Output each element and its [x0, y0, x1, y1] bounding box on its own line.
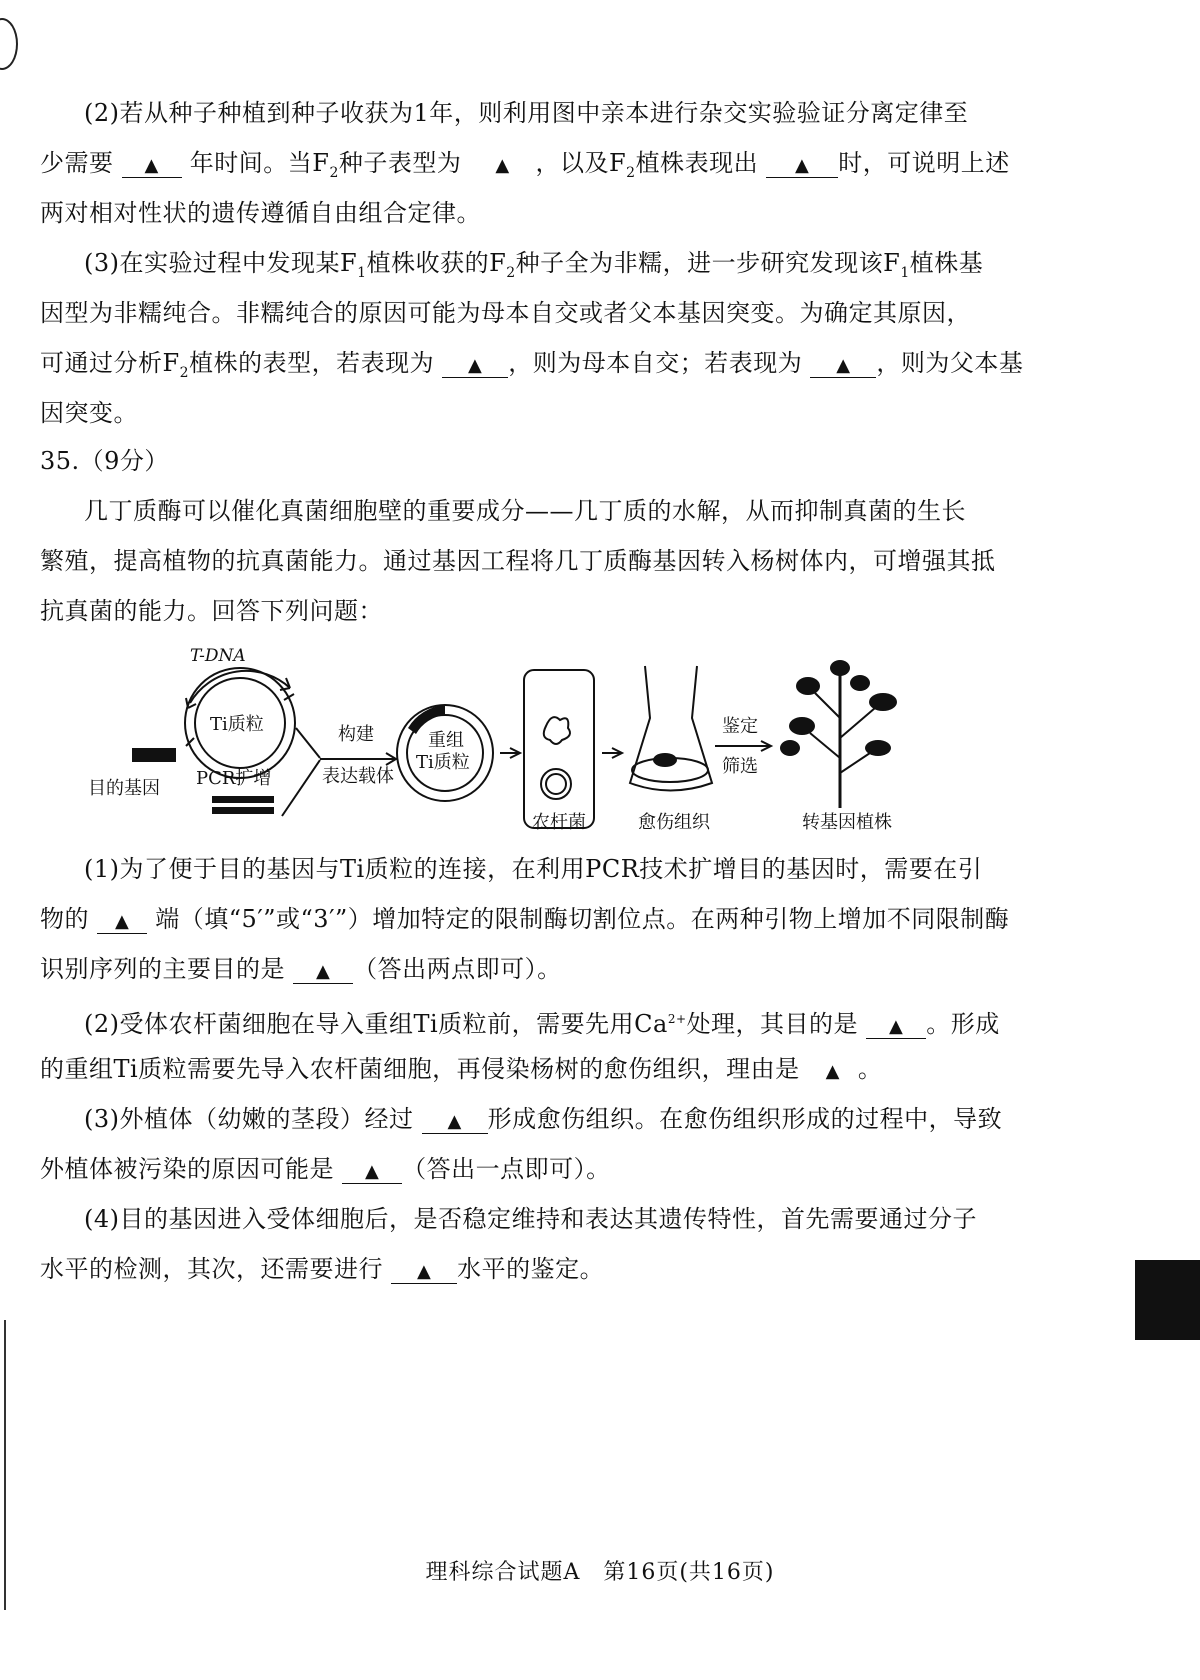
- text-segment: 处理，其目的是: [686, 1010, 859, 1038]
- agrobacterium-label: 农杆菌: [532, 812, 586, 833]
- q35-p4-line2: [40, 1252, 980, 1286]
- arrow-line: [282, 760, 320, 816]
- text-segment: (3)外植体（幼嫩的茎段）经过: [84, 1105, 414, 1133]
- text-segment: ，则为母本自交；若表现为: [508, 349, 803, 377]
- culture-flask: [630, 666, 712, 791]
- text-segment: 识别序列的主要目的是: [40, 955, 285, 983]
- text-segment: 物的: [40, 905, 89, 933]
- text-segment: （答出一点即可）。: [402, 1155, 611, 1183]
- subscript: 2: [626, 164, 636, 181]
- t-dna-arc: [190, 671, 290, 703]
- target-gene-fragment: [132, 748, 176, 762]
- text-segment: 可通过分析F: [40, 349, 180, 377]
- t-dna-label: T-DNA: [190, 646, 246, 666]
- text-segment: 植株基: [909, 249, 984, 277]
- text-segment: (2)受体农杆菌细胞在导入重组Ti质粒前，需要先用Ca: [84, 1010, 668, 1038]
- build-label-2: 表达载体: [322, 766, 394, 787]
- identify-label-2: 筛选: [722, 756, 758, 777]
- leaf: [850, 675, 870, 691]
- text-segment: 种子表型为: [338, 149, 462, 177]
- q35-p2-line1: [84, 1002, 1024, 1041]
- text-segment: 少需要: [40, 149, 114, 177]
- text-segment: 植株的表型，若表现为: [189, 349, 435, 377]
- pcr-label: PCR扩增: [196, 768, 272, 789]
- answer-blank: ▲: [122, 155, 182, 178]
- recombinant-label-1: 重组: [428, 730, 464, 751]
- q35-header: 35.（9分）: [40, 447, 169, 475]
- text-segment: 水平的检测，其次，还需要进行: [40, 1255, 383, 1283]
- agrobacterium-cell: [524, 670, 594, 828]
- text-segment: 。: [857, 1055, 883, 1083]
- subscript: 1: [357, 264, 367, 281]
- answer-blank: ▲: [97, 911, 147, 934]
- text-segment: 外植体被污染的原因可能是: [40, 1155, 334, 1183]
- leaf: [865, 740, 891, 756]
- answer-blank: ▲: [825, 1061, 840, 1082]
- plant-branch: [815, 693, 840, 718]
- q34-p3-line2: 因型为非糯纯合。非糯纯合的原因可能为母本自交或者父本基因突变。为确定其原因，: [40, 299, 971, 327]
- text-segment: 植株收获的F: [366, 249, 507, 277]
- margin-bracket-mark: [0, 18, 18, 70]
- text-segment: 形成愈伤组织。在愈伤组织形成的过程中，导致: [487, 1105, 1003, 1133]
- text-segment: 种子全为非糯，进一步研究发现该F: [515, 249, 901, 277]
- arrow-line: [296, 728, 320, 758]
- q34-p2-line3: 两对相对性状的遗传遵循自由组合定律。: [40, 199, 481, 227]
- answer-blank: ▲: [766, 155, 838, 178]
- text-segment: （答出两点即可）。: [353, 955, 562, 983]
- answer-blank: ▲: [442, 355, 508, 378]
- plant-branch: [840, 708, 875, 738]
- q34-p2-line2: [40, 146, 1010, 190]
- agrobacterium-chromosome: [544, 717, 570, 744]
- text-segment: 。形成: [926, 1010, 1000, 1038]
- q35-p4-line1: (4)目的基因进入受体细胞后，是否稳定维持和表达其遗传特性，首先需要通过分子: [84, 1205, 977, 1233]
- pcr-product-strand: [212, 796, 274, 803]
- q35-p1-line3: [40, 952, 980, 986]
- callus-tissue: [653, 753, 677, 767]
- pcr-product-strand: [212, 807, 274, 814]
- transgenic-plant-label: 转基因植株: [802, 812, 892, 833]
- q35-p2-line2: [40, 1052, 980, 1086]
- gene-engineering-diagram: [90, 648, 970, 838]
- text-segment: 的重组Ti质粒需要先导入农杆菌细胞，再侵染杨树的愈伤组织，理由是: [40, 1055, 800, 1083]
- subscript: 1: [900, 264, 910, 281]
- q35-p3-line1: [84, 1102, 1024, 1136]
- recombinant-label-2: Ti质粒: [416, 752, 470, 773]
- q34-p3-line3: [40, 346, 1024, 390]
- text-segment: 水平的鉴定。: [457, 1255, 605, 1283]
- subscript: 2: [506, 264, 516, 281]
- subscript: 2: [329, 164, 339, 181]
- q34-p3-line1: [84, 246, 1024, 290]
- q35-intro-line2: 繁殖，提高植物的抗真菌能力。通过基因工程将几丁质酶基因转入杨树体内，可增强其抵: [40, 547, 996, 575]
- identify-label-1: 鉴定: [722, 716, 758, 737]
- q35-intro-line3: 抗真菌的能力。回答下列问题：: [40, 597, 383, 625]
- page-edge-tab: [1135, 1260, 1200, 1340]
- agrobacterium-plasmid-inner: [546, 774, 566, 794]
- target-gene-label: 目的基因: [88, 778, 160, 799]
- q35-p1-line1: (1)为了便于目的基因与Ti质粒的连接，在利用PCR技术扩增目的基因时，需要在引: [84, 855, 983, 883]
- text-segment: 时，可说明上述: [838, 149, 1010, 177]
- q35-p1-line2: [40, 902, 1010, 936]
- text-segment: 年时间。当F: [189, 149, 330, 177]
- text-segment: (3)在实验过程中发现某F: [84, 249, 358, 277]
- answer-blank: ▲: [810, 355, 876, 378]
- ti-plasmid-label: Ti质粒: [210, 714, 264, 735]
- answer-blank: ▲: [495, 155, 510, 176]
- callus-label: 愈伤组织: [638, 812, 710, 833]
- answer-blank: ▲: [342, 1161, 402, 1184]
- q35-intro-line1: 几丁质酶可以催化真菌细胞壁的重要成分——几丁质的水解，从而抑制真菌的生长: [84, 497, 966, 525]
- plant-branch: [810, 733, 840, 758]
- text-segment: ，以及F: [535, 149, 627, 177]
- answer-blank: ▲: [391, 1261, 457, 1284]
- leaf: [869, 693, 897, 711]
- page-footer: 理科综合试题A 第16页(共16页): [425, 1560, 775, 1585]
- text-segment: ，则为父本基: [876, 349, 1024, 377]
- leaf: [796, 677, 820, 695]
- leaf: [830, 660, 850, 676]
- q34-p3-line4: 因突变。: [40, 399, 138, 427]
- answer-blank: ▲: [866, 1016, 926, 1039]
- plant-branch: [840, 753, 870, 773]
- leaf: [789, 717, 815, 735]
- answer-blank: ▲: [293, 961, 353, 984]
- text-segment: 端（填“5′”或“3′”）增加特定的限制酶切割位点。在两种引物上增加不同限制酶: [155, 905, 1010, 933]
- text-segment: 植株表现出: [635, 149, 759, 177]
- q35-p3-line2: [40, 1152, 980, 1186]
- subscript: 2: [179, 364, 190, 381]
- leaf: [780, 740, 800, 756]
- q34-p2-line1: (2)若从种子种植到种子收获为1年，则利用图中亲本进行杂交实验验证分离定律至: [84, 99, 969, 127]
- build-label-1: 构建: [338, 724, 374, 745]
- answer-blank: ▲: [422, 1111, 488, 1134]
- superscript: 2+: [667, 1012, 687, 1026]
